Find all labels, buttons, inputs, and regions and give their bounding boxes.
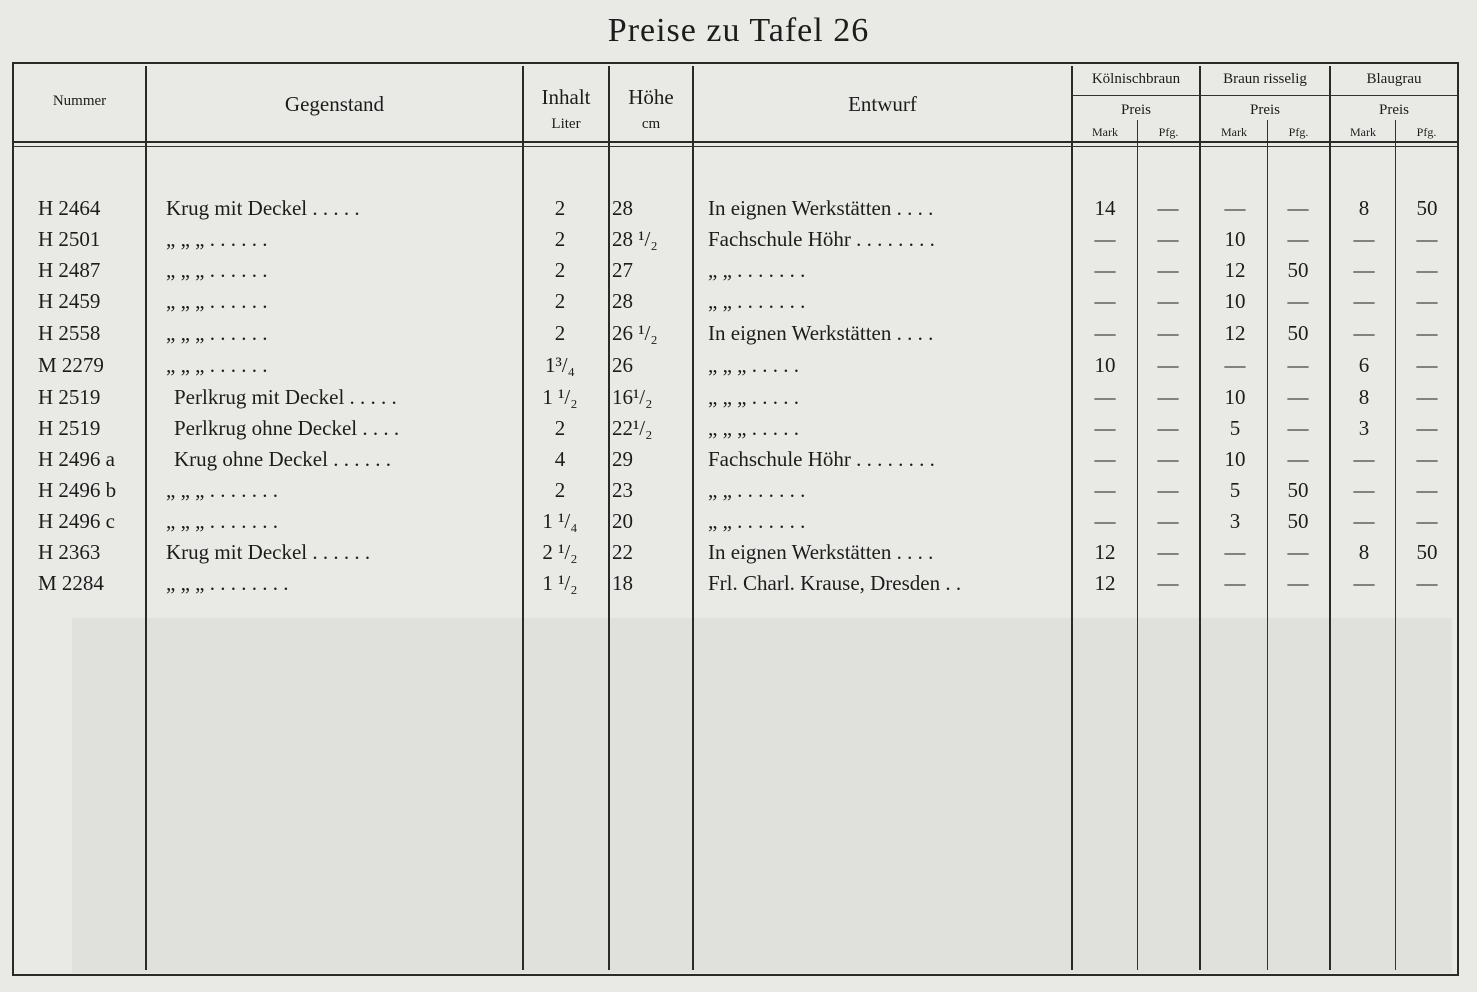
cell-b-pfg: — <box>1287 385 1309 409</box>
cell-g-pfg: — <box>1416 353 1438 377</box>
cell-entwurf: In eignen Werkstätten . . . . <box>708 321 934 345</box>
cell-gegenstand: „ „ „ . . . . . . <box>166 321 268 345</box>
cell-k-pfg: — <box>1157 416 1179 440</box>
cell-nummer: M 2284 <box>38 571 104 595</box>
cell-k-pfg: — <box>1157 447 1179 471</box>
cell-gegenstand: Krug mit Deckel . . . . . . <box>166 540 371 564</box>
header-pfg: Pfg. <box>1288 125 1309 139</box>
cell-inhalt: 1 ¹/₄ <box>542 509 578 533</box>
cell-nummer: H 2459 <box>38 289 101 313</box>
cell-nummer: H 2496 a <box>38 447 115 471</box>
header-hoehe: Höhe <box>628 85 674 109</box>
cell-entwurf: In eignen Werkstätten . . . . <box>708 540 934 564</box>
cell-g-pfg: — <box>1416 289 1438 313</box>
cell-g-pfg: — <box>1416 321 1438 345</box>
cell-hoehe: 26 <box>612 353 633 377</box>
cell-g-mark: — <box>1353 478 1375 502</box>
cell-inhalt: 2 <box>554 289 566 313</box>
cell-k-mark: — <box>1094 447 1116 471</box>
cell-k-mark: — <box>1094 478 1116 502</box>
header-koelnischbraun: Kölnischbraun <box>1091 71 1181 87</box>
cell-inhalt: 1 ¹/₂ <box>542 385 578 409</box>
cell-nummer: M 2279 <box>38 353 104 377</box>
cell-g-pfg: — <box>1416 478 1438 502</box>
cell-gegenstand: Krug ohne Deckel . . . . . . <box>174 447 391 471</box>
cell-hoehe: 22¹/₂ <box>612 416 653 440</box>
header-gegenstand: Gegenstand <box>284 92 385 116</box>
cell-g-pfg: — <box>1416 509 1438 533</box>
cell-k-mark: — <box>1094 227 1116 251</box>
cell-gegenstand: Perlkrug mit Deckel . . . . . <box>174 385 397 409</box>
cell-k-pfg: — <box>1157 540 1179 564</box>
header-inhalt: Inhalt <box>541 85 591 109</box>
header-inhalt-unit: Liter <box>551 116 581 132</box>
header-blaugrau: Blaugrau <box>1366 71 1422 87</box>
cell-hoehe: 22 <box>612 540 633 564</box>
cell-inhalt: 2 <box>554 478 566 502</box>
cell-hoehe: 29 <box>612 447 633 471</box>
header-rule <box>14 141 1457 143</box>
header-mark: Mark <box>1092 125 1118 139</box>
cell-k-mark: 10 <box>1094 353 1116 377</box>
cell-g-pfg: 50 <box>1416 540 1438 564</box>
cell-k-pfg: — <box>1157 289 1179 313</box>
cell-k-mark: 14 <box>1094 196 1116 220</box>
cell-b-mark: 5 <box>1229 416 1241 440</box>
cell-nummer: H 2558 <box>38 321 101 345</box>
cell-k-mark: 12 <box>1094 540 1116 564</box>
cell-g-pfg: — <box>1416 258 1438 282</box>
cell-g-pfg: — <box>1416 571 1438 595</box>
cell-nummer: H 2496 c <box>38 509 115 533</box>
cell-b-mark: — <box>1224 353 1246 377</box>
cell-hoehe: 28 <box>612 289 633 313</box>
cell-entwurf: „ „ . . . . . . . <box>708 289 806 313</box>
cell-k-pfg: — <box>1157 227 1179 251</box>
cell-nummer: H 2501 <box>38 227 101 251</box>
cell-gegenstand: „ „ „ . . . . . . <box>166 289 268 313</box>
cell-k-mark: — <box>1094 509 1116 533</box>
cell-gegenstand: „ „ „ . . . . . . <box>166 227 268 251</box>
cell-inhalt: 4 <box>554 447 566 471</box>
cell-k-mark: — <box>1094 321 1116 345</box>
cell-entwurf: „ „ „ . . . . . <box>708 353 799 377</box>
cell-g-mark: 8 <box>1358 385 1370 409</box>
cell-gegenstand: „ „ „ . . . . . . <box>166 353 268 377</box>
cell-k-pfg: — <box>1157 385 1179 409</box>
cell-g-mark: — <box>1353 227 1375 251</box>
group-rule <box>1072 95 1457 96</box>
cell-g-pfg: — <box>1416 416 1438 440</box>
cell-k-mark: 12 <box>1094 571 1116 595</box>
col-divider <box>1199 66 1201 970</box>
header-preis: Preis <box>1250 102 1280 118</box>
cell-gegenstand: „ „ „ . . . . . . <box>166 258 268 282</box>
cell-g-mark: 3 <box>1358 416 1370 440</box>
header-nummer: Nummer <box>52 93 107 109</box>
cell-hoehe: 28 <box>612 196 633 220</box>
cell-hoehe: 18 <box>612 571 633 595</box>
cell-b-pfg: — <box>1287 571 1309 595</box>
cell-entwurf: Fachschule Höhr . . . . . . . . <box>708 227 935 251</box>
cell-b-pfg: — <box>1287 353 1309 377</box>
header-entwurf: Entwurf <box>848 92 917 116</box>
cell-entwurf: Frl. Charl. Krause, Dresden . . <box>708 571 962 595</box>
cell-b-mark: 10 <box>1224 227 1246 251</box>
cell-b-pfg: — <box>1287 416 1309 440</box>
cell-b-mark: — <box>1224 196 1246 220</box>
cell-gegenstand: Krug mit Deckel . . . . . <box>166 196 360 220</box>
cell-hoehe: 26 ¹/₂ <box>612 321 658 345</box>
header-mark: Mark <box>1350 125 1376 139</box>
col-divider <box>1329 66 1331 970</box>
cell-b-mark: 5 <box>1229 478 1241 502</box>
cell-nummer: H 2519 <box>38 385 101 409</box>
cell-k-pfg: — <box>1157 509 1179 533</box>
cell-entwurf: „ „ „ . . . . . <box>708 416 799 440</box>
cell-b-mark: 3 <box>1229 509 1241 533</box>
cell-hoehe: 27 <box>612 258 633 282</box>
cell-b-pfg: 50 <box>1287 258 1309 282</box>
cell-g-mark: — <box>1353 509 1375 533</box>
cell-k-pfg: — <box>1157 478 1179 502</box>
cell-b-mark: 10 <box>1224 385 1246 409</box>
cell-k-pfg: — <box>1157 571 1179 595</box>
cell-hoehe: 28 ¹/₂ <box>612 227 658 251</box>
cell-g-mark: — <box>1353 289 1375 313</box>
cell-g-pfg: — <box>1416 227 1438 251</box>
cell-b-pfg: — <box>1287 447 1309 471</box>
header-pfg: Pfg. <box>1158 125 1179 139</box>
cell-g-pfg: — <box>1416 447 1438 471</box>
cell-nummer: H 2464 <box>38 196 101 220</box>
header-pfg: Pfg. <box>1416 125 1437 139</box>
cell-entwurf: „ „ „ . . . . . <box>708 385 799 409</box>
cell-gegenstand: „ „ „ . . . . . . . <box>166 509 278 533</box>
cell-g-mark: 8 <box>1358 540 1370 564</box>
cell-nummer: H 2496 b <box>38 478 117 502</box>
header-mark: Mark <box>1221 125 1247 139</box>
cell-hoehe: 23 <box>612 478 633 502</box>
cell-g-pfg: 50 <box>1416 196 1438 220</box>
cell-b-mark: — <box>1224 571 1246 595</box>
cell-entwurf: „ „ . . . . . . . <box>708 478 806 502</box>
cell-nummer: H 2363 <box>38 540 101 564</box>
col-divider <box>608 66 610 970</box>
cell-inhalt: 2 ¹/₂ <box>542 540 578 564</box>
col-divider <box>1071 66 1073 970</box>
page-title: Preise zu Tafel 26 <box>607 12 870 49</box>
cell-inhalt: 2 <box>554 321 566 345</box>
col-divider <box>692 66 694 970</box>
cell-b-mark: 10 <box>1224 289 1246 313</box>
cell-g-mark: — <box>1353 447 1375 471</box>
cell-g-mark: 8 <box>1358 196 1370 220</box>
cell-entwurf: „ „ . . . . . . . <box>708 258 806 282</box>
cell-g-mark: 6 <box>1358 353 1370 377</box>
cell-b-pfg: 50 <box>1287 509 1309 533</box>
cell-entwurf: In eignen Werkstätten . . . . <box>708 196 934 220</box>
cell-nummer: H 2487 <box>38 258 101 282</box>
header-braun-risselig: Braun risselig <box>1223 71 1307 87</box>
cell-entwurf: „ „ . . . . . . . <box>708 509 806 533</box>
cell-g-pfg: — <box>1416 385 1438 409</box>
cell-k-pfg: — <box>1157 321 1179 345</box>
cell-hoehe: 16¹/₂ <box>612 385 653 409</box>
cell-entwurf: Fachschule Höhr . . . . . . . . <box>708 447 935 471</box>
header-rule-thin <box>14 146 1457 147</box>
cell-b-pfg: — <box>1287 289 1309 313</box>
cell-k-mark: — <box>1094 258 1116 282</box>
cell-inhalt: 2 <box>554 416 566 440</box>
cell-gegenstand: „ „ „ . . . . . . . <box>166 478 278 502</box>
cell-b-mark: — <box>1224 540 1246 564</box>
cell-k-mark: — <box>1094 289 1116 313</box>
header-hoehe-unit: cm <box>641 116 661 132</box>
cell-gegenstand: Perlkrug ohne Deckel . . . . <box>174 416 400 440</box>
cell-k-pfg: — <box>1157 353 1179 377</box>
cell-k-pfg: — <box>1157 258 1179 282</box>
cell-b-pfg: 50 <box>1287 321 1309 345</box>
cell-g-mark: — <box>1353 321 1375 345</box>
cell-inhalt: 1 ¹/₂ <box>542 571 578 595</box>
cell-b-mark: 10 <box>1224 447 1246 471</box>
cell-g-mark: — <box>1353 571 1375 595</box>
cell-inhalt: 2 <box>554 227 566 251</box>
cell-inhalt: 2 <box>554 258 566 282</box>
cell-hoehe: 20 <box>612 509 633 533</box>
header-preis: Preis <box>1379 102 1409 118</box>
cell-k-mark: — <box>1094 416 1116 440</box>
cell-g-mark: — <box>1353 258 1375 282</box>
col-divider <box>145 66 147 970</box>
cell-k-pfg: — <box>1157 196 1179 220</box>
cell-b-mark: 12 <box>1224 258 1246 282</box>
cell-nummer: H 2519 <box>38 416 101 440</box>
cell-k-mark: — <box>1094 385 1116 409</box>
cell-b-pfg: — <box>1287 196 1309 220</box>
cell-b-mark: 12 <box>1224 321 1246 345</box>
cell-b-pfg: — <box>1287 540 1309 564</box>
cell-inhalt: 1³/₄ <box>545 353 575 377</box>
cell-inhalt: 2 <box>554 196 566 220</box>
header-preis: Preis <box>1121 102 1151 118</box>
cell-b-pfg: 50 <box>1287 478 1309 502</box>
cell-gegenstand: „ „ „ . . . . . . . . <box>166 571 289 595</box>
cell-b-pfg: — <box>1287 227 1309 251</box>
